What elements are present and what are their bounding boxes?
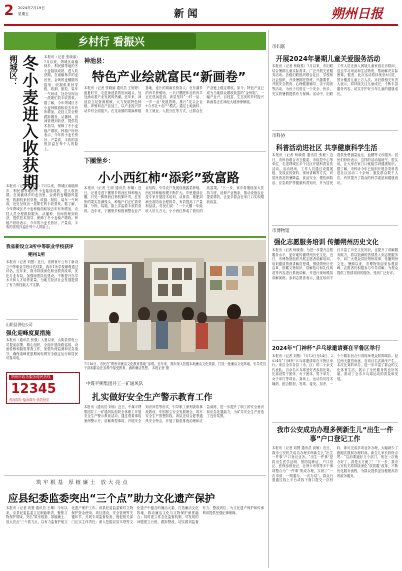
column-separator [268, 30, 269, 568]
divider-right-3 [272, 340, 398, 341]
museum-body: 本报讯（记者 杨晓燕）为进一步提升志愿服务水平，更好地传播朔州历史文化，近日，市博物馆组织开展志愿者讲解培训。培训邀请资深讲解员授课，围绕朔州历史沿革、馆藏文物知识、讲解技巧和礼仪规范等内容进行系统讲解，并进行现场模拟讲解演练。参训志愿者表示，通过培训不仅丰富了历史文化知识，也提升了讲解服务能力，将以饱满的热情投入到志愿服务中，向广大观众讲好朔州故事、传播朔州文化。暑期以来，市博物馆迎来参观高峰，志愿者们积极参与引导讲解，为观众提供了热情周到的服务，受到广泛好评。 [272, 248, 398, 280]
hotline-ad [6, 372, 80, 404]
science-kicker: 市科协 [272, 134, 286, 139]
divider-right-2 [272, 225, 398, 226]
pingpong-headline: 2024年“门神杯”乒乓球邀请赛在平鲁区举行 [272, 346, 381, 352]
wheat-headline: 冬小麦进入收获期 [20, 55, 39, 191]
museum-headline: 强化志愿服务培训 传播朔州历史文化 [274, 238, 379, 246]
safety-kicker: 中煤平朔集团井工一矿通风队 [86, 382, 144, 387]
women-federation-headline: 开展2024年暑期儿童关爱服务活动 [276, 55, 381, 63]
shenchi-headline: 特色产业绘就富民“新画卷” [92, 69, 246, 84]
power-headline: 强化迎峰度夏措施 [6, 331, 51, 337]
xiajuxiang-kicker: 下團堡乡： [84, 158, 115, 165]
safety-article-body: 本报讯（通讯员 刘伟）近日，中煤平朔集团井工一矿通风队组织全体职工开展安全生产警示教育活动，通过观看事故案例警示片、讲解典型事故、开展安全知识问答等形式，引导职工深刻汲取事故教训，牢固树立安全发展理念，筑牢安全生产思想防线。该队还结合夏季通风安全特点，开展了隐患排查治理和应急演练，进一步提升了职工的安全意识和应急处置能力，为矿井安全生产营造了良好氛围。 [84, 405, 264, 423]
divider-right-4 [272, 422, 398, 423]
vocational-school-headline: 我省新设立3所中等职业学校获评 [6, 245, 74, 250]
issue-weekday: 星期五 [18, 12, 29, 16]
hotline-number: 12345 [11, 382, 57, 397]
science-body: 本报讯（记者 杨晓燕 通讯员 张敏）近日，市科协联合市卫健委、市疾控中心等单位，走进朔城区多个社区开展科普宣传活动。活动现场，工作人员通过设置展板、发放宣传资料、现场讲解等方式，向居民普及防暑降温、食品安全、慢性病防治、应急救护等健康科普知识，并为居民提供免费测量血压、血糖等义诊服务。居民们纷纷表示，这样的活动接地气、很实用，让大家在家门口就能学到健康知识。据了解，市科协今年已组织开展各类科普进社区活动二十余场，惠及群众数千人次，有效提升了群众的科学素质和健康意识。 [272, 153, 398, 185]
masthead-rule [4, 24, 398, 26]
divider-right-1 [272, 130, 398, 131]
wheat-article-body: 本报讯（记者 张晓丽）7月以来，朔城区南榆林乡、利民镇等地的冬小麦陆续成熟，进入收获期。在南榆林乡的麦田里，金黄的麦穗随风摇曳，收割机来回穿梭，收割、脱粒、装车一气呵成，处处呈现出一派繁忙的丰收景象。据了解，今年朔城区冬小麦种植面积较去年有所增加，农技人员全程跟踪服务，从播种、田间管理到收获，提供技术指导，保障了冬小麦稳产增收。种植户纷纷表示，今年的小麦长势好、产量高，丰收的喜悦洋溢在每个人的脸上。 [44, 55, 78, 151]
newborn-body: 本报讯（记者 刘慧 通讯员 高敏）近日，我市公安机关成功办理多例新生儿“出生一件事”户口登记业务。“出生一件事”是将出生医学证明、预防接种证、户口登记、医保参保登记、社保卡申领等多个事项整合为“一件事”集成办理，实现了“一次申请、一网通办、一次办结”。群众只需通过线上平台或线下窗口提交一次材料，即可完成多项业务办理，大幅减少了跑腿次数和办理时间。新生儿家长纷纷点赞：“以前要跑好几个部门，现在一次就办好了，真是太方便了！”下一步，我市公安机关将持续深化“放管服”改革，不断优化服务流程，为群众提供更加便捷高效的政务服务。 [272, 446, 398, 483]
shuocheng-kicker: 朔城区： [9, 55, 18, 87]
hotline-label: 朔州市政务服务便民热线 [11, 375, 51, 379]
tomato-article-body: 本报讯（记者 王丽 通讯员 李娜）近日，记者走进下團堡乡的西红柿种植大棚，只见一株株西红柿枝繁叶茂，红彤彤的果实挂满枝头，种植户们正忙着采摘、分拣、装箱，脸上洋溢着丰收的喜悦。近年来，下團堡乡积极调整农业产业结构，引导农户发展设施蔬菜种植，西红柿种植规模不断扩大。乡里邀请农技专家开展技术培训，从育苗、施肥到病虫害防治全程指导，有效提高了产量和品质。村民们说：“一个大棚一年能收入好几万元，小小西红柿成了我们的致富果。”下一步，该乡将继续加大扶持力度，延伸产业链条，推动设施农业提质增效，让更多群众在家门口实现增收致富。 [84, 186, 264, 213]
vocational-school-body: 本报讯（记者 刘慧）近日，省教育厅公布了新设立中等职业学校评估结果，我市1所学校顺利通过评估。近年来，我市持续深化职业教育改革，优化专业布局，加强师资队伍建设，不断提升办学水平和人才培养质量，为地方经济社会发展提供了有力的技能人才支撑。 [6, 260, 78, 287]
page-number: 2 [4, 3, 14, 19]
yingxian-headline: 应县纪委监委突出“三个点”助力文化遗产保护 [8, 494, 215, 505]
museum-kicker: 市博物馆 [272, 229, 290, 234]
yingxian-kicker: 筑牢根基 厚植廉土 放大亮点 [36, 480, 130, 486]
divider-banner-bottom [4, 236, 266, 238]
power-article-body: 本报讯（通讯员 张强）入夏以来，山阴县供电公司提前部署、精心组织，全面开展线路巡视、设备检修和隐患排查工作，加强负荷监测和应急值守，确保迎峰度夏期间电网安全稳定运行和居民可靠用电。 [6, 338, 78, 361]
photo-caption: 7月16日，市民在“朔州市廉洁文化教育基地”参观。近年来，我市深入挖掘本地廉洁文化资源，打造一批廉洁文化阵地，引导党员干部和群众在参观中接受教育、涵养廉洁思想。 本报记者 摄 [84, 362, 266, 371]
masthead [0, 0, 402, 26]
divider-yingxian [4, 475, 266, 476]
museum-photo-image [84, 240, 266, 360]
museum-photo [84, 240, 266, 360]
shenchi-article-body: 本报讯（记者 张晓丽 通讯员 王婷婷）盛夏时节，走进神池县的田间地头，处处涌动着产业发展的热潮。近年来，神池县立足资源禀赋，大力发展特色种植、养殖和农产品加工，以产业振兴带动乡村全面振兴。在龙泉镇的胡麻种植基地，连片的胡麻长势喜人；在东湖乡的肉羊养殖场，一只只膘肥体壮的肉羊正在悠闲进食。该县坚持“一村一品、一乡一业”发展思路，推行“龙头企业+合作社+农户”模式，通过土地流转、务工就业、入股分红等方式，让群众在产业链上稳定增收。如今，特色产业已成为当地群众增收致富的“金钥匙”，一幅产业兴、百姓富、生态美的乡村振兴新画卷正在神池大地徐徐铺展。 [84, 86, 264, 113]
yingxian-article-body: 本报讯（记者 刘慧 通讯员 王琳）今年以来，应县纪委监委立足职能职责，聚焦文物保护领域，突出“筑牢根基、厚植廉土、放大亮点”三个着力点，以有力监督护航文化遗产保护工作。该县纪委监委紧盯文物保护资金使用、项目建设、安全管理等关键环节，开展专项监督检查，督促相关部门压实主体责任；深入挖掘应县木塔等文化遗产中蕴含的廉洁元素，打造廉洁文化阵地，推动廉洁文化与文物保护深度融合；同时建立常态化监督机制，对发现的问题建立台账、跟踪整改，切实做到监督有力、整改到位，为文化遗产保护和传承利用提供坚强纪律保障。 [6, 506, 264, 524]
section-title: 新 闻 [174, 9, 198, 20]
newborn-headline-line1: 我市公安成功办理多例新生儿“出生一件事”户口登记工作 [276, 426, 394, 443]
tomato-headline: 小小西红柿“添彩”致富路 [98, 170, 240, 185]
shenchi-kicker: 神池县： [84, 58, 109, 65]
newspaper-logo: 朔州日报 [331, 7, 384, 22]
power-kicker: 山阴县供电公司 [6, 322, 33, 327]
divider-shenchi [84, 151, 266, 152]
women-federation-kicker: 市妇联 [272, 45, 286, 50]
divider-left-1 [6, 319, 78, 320]
hotline-tagline: 有诉即办·接诉即办·高效回应 [9, 398, 50, 402]
women-federation-body: 本报讯（记者 杨晓燕）7月以来，市妇联结合暑期儿童实际需求，广泛开展关爱服务活动。各级妇联组织联合社区、学校和社会组织，开设暑期托管班、兴趣课堂，开展安全教育、心理健康辅导、亲子阅读等活动，为孩子们度过一个安全、快乐、充实的暑假提供有力保障。活动中，妇联工作人员还深入困境儿童家庭走访慰问，送去学习用品和生活物资，帮助解决实际困难。据悉，此次活动将持续至8月底，预计覆盖儿童上万人次。市妇联相关负责人表示，将持续关注儿童成长，不断丰富服务内容，切实守护好少年儿童的健康成长。 [272, 64, 398, 96]
issue-date: 2024年7月19日 [18, 6, 45, 10]
science-headline: 科普活动进社区 共享健康科学生活 [276, 144, 378, 152]
vocational-school-subtitle: 朔州1所 [28, 253, 45, 258]
wheat-article-body-lower: 本报讯（记者 张晓丽）7月以来，朔城区南榆林乡、利民镇等地的冬小麦陆续成熟，进入收获期。在南榆林乡的麦田里，金黄的麦穗随风摇曳，收割机来回穿梭，收割、脱粒、装车一气呵成，处处呈现出一派繁忙的丰收景象。据了解，今年朔城区冬小麦种植面积较去年有所增加，农技人员全程跟踪服务，从播种、田间管理到收获，提供技术指导，保障了冬小麦稳产增收。种植户纷纷表示，今年的小麦长势好、产量高，丰收的喜悦洋溢在每个人的脸上。 [6, 184, 78, 230]
banner-title: 乡村行 看振兴 [78, 36, 145, 48]
safety-headline: 扎实做好安全生产警示教育工作 [92, 393, 213, 403]
pingpong-body: 本报讯（记者 刘慧）7月13日至14日，2024年“门神杯”乒乓球邀请赛在平鲁区举行。来自全市各县（市、区）的二十余支代表队、百余名乒乓球爱好者参加比赛。比赛设男子团体、女子团体、男子单打、女子单打等项目。赛场上，运动员们技术娴熟、配合默契，发球、接发、扣杀，一个个精彩回合引得现场观众阵阵喝彩。经过两天激烈角逐，各项目名次最终产生。本次比赛的举办，进一步丰富了群众的文化体育生活，展示了全民健身的良好风貌，推动了全市乒乓球运动的普及和发展。 [272, 354, 398, 386]
